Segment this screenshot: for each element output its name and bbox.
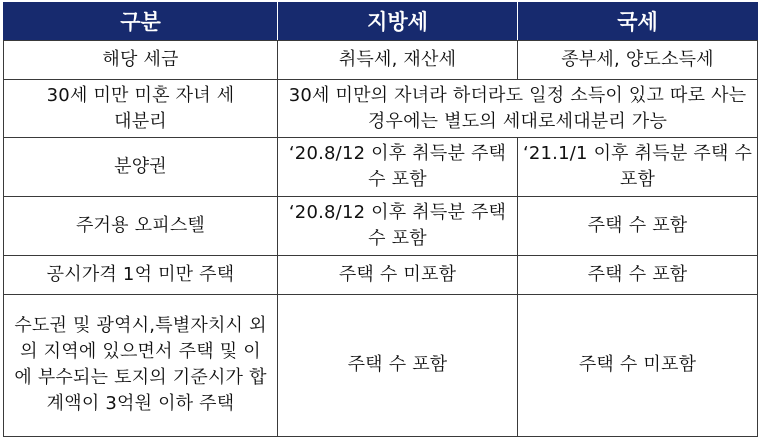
local-tax-cell: 주택 수 포함 — [278, 294, 518, 436]
national-tax-cell: 종부세, 양도소득세 — [518, 41, 758, 80]
national-tax-cell: 주택 수 미포함 — [518, 294, 758, 436]
tax-comparison-table — [3, 2, 758, 437]
table-row — [4, 256, 758, 295]
row-category-cell: 해당 세금 — [4, 41, 278, 80]
row-category-cell: 30세 미만 미혼 자녀 세대분리 — [4, 79, 278, 138]
table-row — [4, 197, 758, 256]
table-row — [4, 79, 758, 138]
row-category-cell: 분양권 — [4, 138, 278, 197]
row-category-cell: 공시가격 1억 미만 주택 — [4, 256, 278, 295]
local-tax-cell: ‘20.8/12 이후 취득분 주택 수 포함 — [278, 197, 518, 256]
local-tax-cell: ‘20.8/12 이후 취득분 주택 수 포함 — [278, 138, 518, 197]
local-tax-cell: 취득세, 재산세 — [278, 41, 518, 80]
national-tax-cell: ‘21.1/1 이후 취득분 주택 수 포함 — [518, 138, 758, 197]
row-category-cell: 수도권 및 광역시,특별자치시 외의 지역에 있으면서 주택 및 이에 부수되는 토지의 기준시가 합계액이 3억원 이하 주택 — [4, 294, 278, 436]
header-row — [4, 3, 758, 41]
header-category: 구분 — [4, 3, 278, 41]
national-tax-cell: 주택 수 포함 — [518, 256, 758, 295]
row-category-cell: 주거용 오피스텔 — [4, 197, 278, 256]
header-local-tax: 지방세 — [278, 3, 518, 41]
header-national-tax: 국세 — [518, 3, 758, 41]
local-tax-cell: 주택 수 미포함 — [278, 256, 518, 295]
merged-tax-cell: 30세 미만의 자녀라 하더라도 일정 소득이 있고 따로 사는 경우에는 별도의 세대로세대분리 가능 — [278, 79, 758, 138]
table-row — [4, 41, 758, 80]
national-tax-cell: 주택 수 포함 — [518, 197, 758, 256]
table-row — [4, 138, 758, 197]
table-row — [4, 294, 758, 436]
